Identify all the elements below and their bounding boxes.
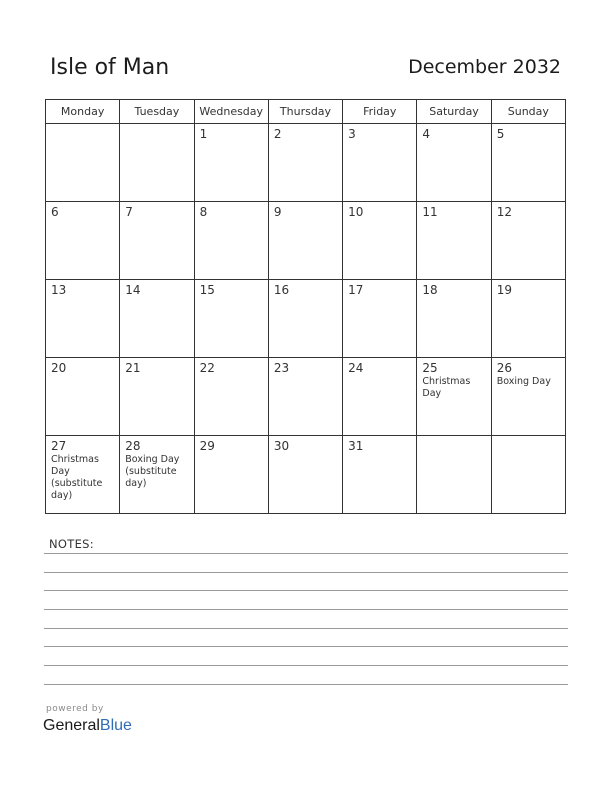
day-cell: [120, 436, 194, 514]
day-number: 5: [496, 127, 505, 141]
day-cell: [417, 202, 491, 280]
day-cell: [46, 202, 120, 280]
day-number: 14: [125, 283, 141, 297]
day-cell: [343, 280, 417, 358]
day-cell: [46, 358, 120, 436]
day-number: 18: [422, 283, 438, 297]
day-number: 1: [199, 127, 208, 141]
region-title: Isle of Man: [50, 55, 170, 80]
day-cell: [268, 202, 342, 280]
weekday-header: Friday: [343, 100, 417, 124]
day-cell: [194, 202, 268, 280]
weekday-header-row: [46, 100, 566, 124]
day-cell: [194, 436, 268, 514]
day-number: 26: [496, 361, 512, 375]
note-line: [44, 628, 568, 629]
day-number: 9: [273, 205, 282, 219]
note-line: [44, 646, 568, 647]
day-number: 23: [273, 361, 290, 375]
day-cell: [46, 436, 120, 514]
holiday-label: Boxing Day: [496, 376, 551, 387]
day-number: 7: [125, 205, 133, 219]
weekday-header: Saturday: [417, 100, 491, 124]
day-cell: [268, 436, 342, 514]
calendar-grid: [45, 99, 566, 514]
day-cell: [491, 124, 565, 202]
day-cell: [268, 280, 342, 358]
weekday-header: Wednesday: [194, 100, 268, 124]
day-cell: [343, 436, 417, 514]
weekday-header: Tuesday: [120, 100, 194, 124]
day-number: 20: [51, 361, 67, 375]
day-number: 28: [125, 439, 141, 453]
brand-logo: [43, 717, 132, 735]
day-number: 29: [199, 439, 215, 453]
note-line: [44, 590, 568, 591]
day-cell: [417, 436, 491, 514]
note-line: [44, 684, 568, 685]
day-cell: [120, 124, 194, 202]
day-number: 21: [125, 361, 141, 375]
day-cell: [194, 280, 268, 358]
week-row: [46, 436, 566, 514]
note-line: [44, 609, 568, 610]
note-line: [44, 572, 568, 573]
holiday-label: Christmas Day: [422, 376, 471, 399]
day-cell: [343, 124, 417, 202]
day-cell: [343, 202, 417, 280]
day-number: 4: [422, 127, 431, 141]
day-cell: [46, 124, 120, 202]
day-cell: [120, 202, 194, 280]
holiday-label: Christmas Day (substitute day): [51, 454, 103, 501]
month-title: December 2032: [408, 56, 561, 78]
day-cell: [417, 124, 491, 202]
week-row: [46, 280, 566, 358]
holiday-label: Boxing Day (substitute day): [125, 454, 180, 489]
brand-blue: Blue: [99, 717, 132, 734]
day-cell: [491, 280, 565, 358]
day-number: 16: [273, 283, 290, 297]
notes-label: NOTES:: [49, 537, 94, 551]
day-cell: [491, 358, 565, 436]
brand-general: General: [43, 717, 100, 734]
week-row: [46, 124, 566, 202]
weekday-header: Monday: [46, 100, 120, 124]
day-number: 2: [273, 127, 282, 141]
day-cell: [268, 358, 342, 436]
day-cell: [491, 202, 565, 280]
day-number: 22: [199, 361, 215, 375]
day-cell: [120, 280, 194, 358]
day-number: 13: [51, 283, 67, 297]
day-number: 6: [51, 205, 59, 219]
day-cell: [491, 436, 565, 514]
weekday-header: Thursday: [268, 100, 342, 124]
day-number: 8: [199, 205, 208, 219]
day-cell: [194, 124, 268, 202]
week-row: [46, 358, 566, 436]
day-number: 25: [422, 361, 438, 375]
day-cell: [343, 358, 417, 436]
note-line: [44, 665, 568, 666]
day-number: 15: [199, 283, 215, 297]
day-number: 31: [348, 439, 364, 453]
note-line: [44, 553, 568, 554]
day-cell: [194, 358, 268, 436]
week-row: [46, 202, 566, 280]
day-cell: [417, 358, 491, 436]
day-number: 30: [273, 439, 290, 453]
day-number: 10: [348, 205, 364, 219]
day-cell: [417, 280, 491, 358]
powered-by-text: powered by: [46, 704, 104, 714]
day-number: 11: [422, 205, 438, 219]
day-number: 3: [348, 127, 356, 141]
day-number: 12: [496, 205, 512, 219]
day-cell: [46, 280, 120, 358]
weekday-header: Sunday: [491, 100, 565, 124]
day-number: 19: [496, 283, 512, 297]
day-cell: [268, 124, 342, 202]
day-number: 24: [348, 361, 364, 375]
day-number: 17: [348, 283, 364, 297]
day-cell: [120, 358, 194, 436]
day-number: 27: [51, 439, 67, 453]
